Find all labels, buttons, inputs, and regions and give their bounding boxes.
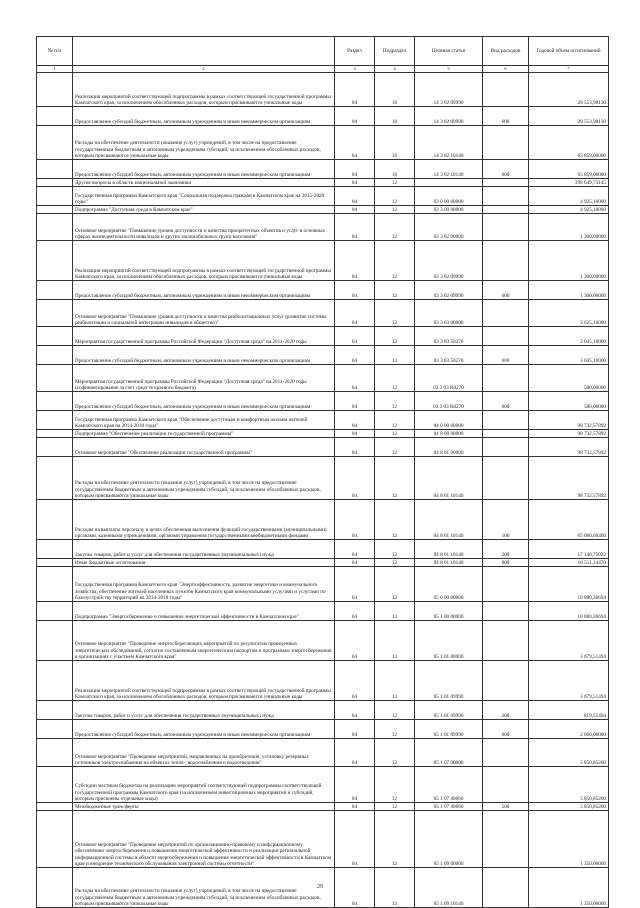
section-cell: 04 (335, 214, 375, 241)
row-name-cell: Закупка товаров, работ и услуг для обеспечения государственных (муниципальных) нужд (73, 701, 335, 720)
section-cell: 04 (335, 661, 375, 701)
expense-type-cell (483, 739, 529, 767)
row-number-cell (37, 803, 73, 811)
amount-cell: 580,00000 (529, 365, 609, 392)
amount-cell: 17 140,75022 (529, 540, 609, 559)
table-row (37, 281, 609, 300)
row-name-cell: Предоставление субсидий бюджетным, автономным учреждениям и иным некоммерческим организациям (73, 281, 335, 300)
table-row (37, 179, 609, 187)
row-name-cell: Предоставление субсидий бюджетным, автономным учреждениям и иным некоммерческим организациям (73, 346, 335, 365)
section-cell: 04 (335, 206, 375, 214)
table-row (37, 160, 609, 179)
amount-cell: 580,00000 (529, 392, 609, 411)
article-cell: 14 3 02 09990 (415, 73, 483, 107)
table-row (37, 803, 609, 811)
article-cell: 03 3 03 R0270 (415, 365, 483, 392)
subsection-cell: 12 (375, 179, 415, 187)
table-row (37, 214, 609, 241)
row-name-cell: Подпрограмма "Доступная среда в Камчатском крае" (73, 206, 335, 214)
row-name-cell: Мероприятия государственной программы Российской Федерации "Доступная среда" на 2011-2020 годы (73, 327, 335, 346)
row-name-cell: Субсидии местным бюджетам на реализацию мероприятий соответствующей подпрограммы соответствующей государственной программы Камчатского края (за исключением инвестиционных мероприятий и субсидий, которым присвоены отдельные коды) (73, 767, 335, 803)
section-cell: 04 (335, 457, 375, 500)
table-row (37, 701, 609, 720)
article-cell: 03 3 03 50270 (415, 346, 483, 365)
subsection-cell: 12 (375, 430, 415, 438)
section-cell: 04 (335, 346, 375, 365)
expense-type-cell: 600 (483, 392, 529, 411)
section-cell: 04 (335, 868, 375, 908)
page-number: 29 (317, 884, 323, 890)
article-cell: 14 3 02 10140 (415, 160, 483, 179)
subsection-cell: 12 (375, 300, 415, 327)
row-number-cell (37, 346, 73, 365)
table-row (37, 392, 609, 411)
article-cell: 03 3 03 R0270 (415, 392, 483, 411)
row-name-cell: Основное мероприятие "Повышение уровня доступности и качества приоритетных объектов и услуг в основных сферах жизнедеятельности инвалидов и других маломобильных групп населения" (73, 214, 335, 241)
article-cell: 05 1 07 00000 (415, 739, 483, 767)
amount-cell: 10 880,36694 (529, 567, 609, 602)
section-cell: 04 (335, 73, 375, 107)
subsection-cell: 12 (375, 187, 415, 206)
row-name-cell: Подпрограмма "Энергосбережение и повышение энергетической эффективности в Камчатском крае" (73, 602, 335, 621)
table-row (37, 602, 609, 621)
table-row (37, 365, 609, 392)
section-cell: 04 (335, 739, 375, 767)
article-cell: 03 3 02 09990 (415, 241, 483, 281)
table-row (37, 457, 609, 500)
article-cell: 05 1 07 40060 (415, 803, 483, 811)
row-name-cell: Реализация мероприятий соответствующей подпрограммы в рамках соответствующей государственной программы Камчатского края, за исключением обособленных расходов, которым присваиваются уникальные коды (73, 241, 335, 281)
article-cell: 04 8 00 00000 (415, 430, 483, 438)
row-name-cell: Реализация мероприятий соответствующей подпрограммы в рамках соответствующей государственной программы Камчатского края, за исключением обособленных расходов, которым присваиваются уникальные коды (73, 73, 335, 107)
expense-type-cell: 100 (483, 500, 529, 540)
subsection-cell: 12 (375, 567, 415, 602)
amount-cell: 10 880,36694 (529, 602, 609, 621)
table-row (37, 206, 609, 214)
column-number: 1 (37, 66, 73, 73)
expense-type-cell: 800 (483, 559, 529, 567)
row-name-cell: Государственная программа Камчатского края "Обеспечение доступным и комфортным жильем жителей Камчатского края на 2014-2018 годы" (73, 411, 335, 430)
expense-type-cell (483, 206, 529, 214)
article-cell: 05 1 07 40060 (415, 767, 483, 803)
row-name-cell: Основное мероприятие "Проведение мероприятий по организационно-правовому и информационному обеспечению энергосбережения и повышения энергетической эффективности и реализации региональной информационной системы в области энергосбережения и повышения энергетической эффективности в Камчатском крае и внедрение технического обслуживания электронной системы отчетности" (73, 811, 335, 868)
subsection-cell: 12 (375, 661, 415, 701)
row-name-cell: Предоставление субсидий бюджетным, автономным учреждениям и иным некоммерческим организациям (73, 392, 335, 411)
budget-table (36, 36, 609, 908)
amount-cell: 4 925,10000 (529, 187, 609, 206)
table-row (37, 430, 609, 438)
table-row (37, 500, 609, 540)
section-cell: 04 (335, 126, 375, 160)
amount-cell: 1 300,00000 (529, 214, 609, 241)
row-name-cell: Предоставление субсидий бюджетным, автономным учреждениям и иным некоммерческим организациям (73, 160, 335, 179)
expense-type-cell (483, 621, 529, 661)
subsection-cell: 12 (375, 327, 415, 346)
amount-cell: 28 553,98130 (529, 73, 609, 107)
expense-type-cell (483, 438, 529, 457)
amount-cell: 5 850,85200 (529, 803, 609, 811)
row-number-cell (37, 811, 73, 868)
column-number-row (37, 66, 609, 73)
section-cell: 04 (335, 720, 375, 739)
subsection-cell: 12 (375, 346, 415, 365)
section-cell: 04 (335, 160, 375, 179)
table-row (37, 567, 609, 602)
table-row (37, 739, 609, 767)
row-number-cell (37, 281, 73, 300)
row-name-cell: Государственная программа Камчатского края "Социальная поддержка граждан в Камчатском крае на 2015-2020 годы" (73, 187, 335, 206)
article-cell: 05 1 01 09990 (415, 661, 483, 701)
column-number: 5 (415, 66, 483, 73)
row-name-cell: Основное мероприятие "Проведение энергосберегающих мероприятий по результатам проведенных энергетических обследований, согласно составленным энергетическим паспортам и программам энергосбережения в организациях с участием Камчатского края" (73, 621, 335, 661)
column-number: 2 (73, 66, 335, 73)
subsection-cell: 12 (375, 500, 415, 540)
section-cell: 04 (335, 107, 375, 126)
expense-type-cell: 500 (483, 803, 529, 811)
article-cell: 04 0 00 00000 (415, 411, 483, 430)
expense-type-cell: 600 (483, 107, 529, 126)
section-cell: 04 (335, 187, 375, 206)
article-cell: 04 8 01 00000 (415, 438, 483, 457)
expense-type-cell: 600 (483, 160, 529, 179)
article-cell: 05 1 01 00000 (415, 621, 483, 661)
row-number-cell (37, 411, 73, 430)
table-row (37, 720, 609, 739)
table-row (37, 346, 609, 365)
section-cell: 04 (335, 811, 375, 868)
row-number-cell (37, 621, 73, 661)
header-name (73, 37, 335, 66)
row-number-cell (37, 206, 73, 214)
amount-cell: 1 350,00000 (529, 811, 609, 868)
section-cell: 04 (335, 602, 375, 621)
row-number-cell (37, 73, 73, 107)
subsection-cell: 10 (375, 126, 415, 160)
row-name-cell: Расходы на обеспечение деятельности (оказание услуг) учреждений, в том числе на предоставление государственным бюджетным и автономным учреждениям субсидий, за исключением обособленных расходов, которым присваиваются уникальные коды (73, 126, 335, 160)
subsection-cell: 12 (375, 559, 415, 567)
expense-type-cell (483, 661, 529, 701)
subsection-cell: 12 (375, 767, 415, 803)
header-total: Годовой объем ассигнований (529, 37, 609, 66)
row-number-cell (37, 365, 73, 392)
table-row (37, 661, 609, 701)
table-row (37, 300, 609, 327)
article-cell: 04 8 01 10140 (415, 540, 483, 559)
row-name-cell: Основное мероприятие "Повышение уровня доступности и качества реабилитационных услуг (развитие системы реабилитации и социальной интеграции инвалидов в общество)" (73, 300, 335, 327)
expense-type-cell (483, 767, 529, 803)
article-cell: 03 3 02 09990 (415, 281, 483, 300)
expense-type-cell (483, 179, 529, 187)
amount-cell: 2 860,00000 (529, 720, 609, 739)
section-cell: 04 (335, 430, 375, 438)
section-cell: 04 (335, 701, 375, 720)
amount-cell: 5 850,85200 (529, 767, 609, 803)
subsection-cell: 12 (375, 365, 415, 392)
section-cell: 04 (335, 621, 375, 661)
row-name-cell: Мероприятия государственной программы Российской Федерации "Доступная среда" на 2011-2020 годы (софинансирование за счет средств краевого бюджета) (73, 365, 335, 392)
subsection-cell: 12 (375, 739, 415, 767)
expense-type-cell (483, 411, 529, 430)
expense-type-cell (483, 300, 529, 327)
row-number-cell (37, 241, 73, 281)
table-row (37, 126, 609, 160)
amount-cell: 28 553,98130 (529, 107, 609, 126)
row-number-cell (37, 179, 73, 187)
amount-cell: 3 625,10000 (529, 300, 609, 327)
row-number-cell (37, 430, 73, 438)
subsection-cell: 12 (375, 803, 415, 811)
row-name-cell: Государственная программа Камчатского края "Энергоэффективность, развитие энергетики и коммунального хозяйства, обеспечение жителей населенных пунктов Камчатского края коммунальными услугами и услугами по благоустройству территорий на 2014-2018 годы" (73, 567, 335, 602)
expense-type-cell (483, 365, 529, 392)
row-number-cell (37, 602, 73, 621)
expense-type-cell: 600 (483, 346, 529, 365)
column-number: 6 (483, 66, 529, 73)
expense-type-cell (483, 241, 529, 281)
expense-type-cell (483, 73, 529, 107)
header-subsection: Подраздел (375, 37, 415, 66)
row-name-cell: Реализация мероприятий соответствующей подпрограммы в рамках соответствующей государственной программы Камчатского края, за исключением обособленных расходов, которым присваиваются уникальные коды (73, 661, 335, 701)
table-row (37, 438, 609, 457)
subsection-cell: 12 (375, 411, 415, 430)
expense-type-cell (483, 214, 529, 241)
article-cell: 05 1 09 00000 (415, 811, 483, 868)
article-cell: 05 1 00 00000 (415, 602, 483, 621)
subsection-cell: 12 (375, 206, 415, 214)
expense-type-cell (483, 327, 529, 346)
row-number-cell (37, 701, 73, 720)
amount-cell: 3 045,10000 (529, 346, 609, 365)
amount-cell: 98 732,57892 (529, 438, 609, 457)
row-name-cell: Другие вопросы в области национальной экономики (73, 179, 335, 187)
table-row (37, 559, 609, 567)
article-cell: 05 1 09 10140 (415, 868, 483, 908)
header-num: № п/п (37, 37, 73, 66)
table-row (37, 621, 609, 661)
amount-cell: 819,51494 (529, 701, 609, 720)
section-cell: 04 (335, 500, 375, 540)
expense-type-cell (483, 187, 529, 206)
row-name-cell: Расходы на обеспечение деятельности (оказание услуг) учреждений, в том числе на предоставление государственным бюджетным и автономным учреждениям субсидий, за исключением обособленных расходов, которым присваиваются уникальные коды (73, 457, 335, 500)
article-cell: 05 0 00 00000 (415, 567, 483, 602)
subsection-cell: 10 (375, 73, 415, 107)
subsection-cell: 12 (375, 701, 415, 720)
row-number-cell (37, 160, 73, 179)
expense-type-cell: 600 (483, 720, 529, 739)
subsection-cell: 10 (375, 107, 415, 126)
row-name-cell: Расходы на выплаты персоналу в целях обеспечения выполнения функций государственными (муниципальными) органами, казенными учреждениями, органами управления государственными внебюджетными фондами (73, 500, 335, 540)
column-number: 4 (375, 66, 415, 73)
table-row (37, 540, 609, 559)
article-cell: 04 8 01 10140 (415, 559, 483, 567)
article-cell: 03 0 00 00000 (415, 187, 483, 206)
row-number-cell (37, 126, 73, 160)
section-cell: 04 (335, 803, 375, 811)
table-body (37, 73, 609, 908)
article-cell: 14 3 02 09990 (415, 107, 483, 126)
article-cell: 03 3 00 00000 (415, 206, 483, 214)
table-row (37, 411, 609, 430)
amount-cell: 98 732,57892 (529, 457, 609, 500)
amount-cell: 3 045,10000 (529, 327, 609, 346)
row-number-cell (37, 767, 73, 803)
row-name-cell: Закупка товаров, работ и услуг для обеспечения государственных (муниципальных) нужд (73, 540, 335, 559)
column-number: 3 (335, 66, 375, 73)
section-cell: 04 (335, 411, 375, 430)
amount-cell: 65 080,68400 (529, 500, 609, 540)
amount-cell: 3 679,51494 (529, 661, 609, 701)
row-name-cell: Иные бюджетные ассигнования (73, 559, 335, 567)
row-number-cell (37, 327, 73, 346)
section-cell: 04 (335, 438, 375, 457)
table-row (37, 73, 609, 107)
row-number-cell (37, 739, 73, 767)
row-number-cell (37, 107, 73, 126)
row-name-cell: Расходы на обеспечение деятельности (оказание услуг) учреждений, в том числе на предоставление государственным бюджетным и автономным учреждениям субсидий, за исключением обособленных расходов, которым присваиваются уникальные коды (73, 868, 335, 908)
table-row (37, 327, 609, 346)
header-section: Раздел (335, 37, 375, 66)
row-number-cell (37, 438, 73, 457)
subsection-cell: 12 (375, 241, 415, 281)
section-cell: 04 (335, 392, 375, 411)
section-cell: 04 (335, 241, 375, 281)
amount-cell: 4 925,10000 (529, 206, 609, 214)
amount-cell: 1 300,00000 (529, 241, 609, 281)
subsection-cell: 12 (375, 457, 415, 500)
row-number-cell (37, 559, 73, 567)
expense-type-cell (483, 457, 529, 500)
section-cell: 04 (335, 767, 375, 803)
row-name-cell: Подпрограмма "Обеспечение реализации государственной программы" (73, 430, 335, 438)
expense-type-cell: 200 (483, 701, 529, 720)
row-number-cell (37, 187, 73, 206)
article-cell: 04 8 01 10140 (415, 500, 483, 540)
section-cell: 04 (335, 540, 375, 559)
expense-type-cell: 600 (483, 281, 529, 300)
expense-type-cell (483, 126, 529, 160)
row-name-cell: Основное мероприятие "Обеспечение реализации государственной программы" (73, 438, 335, 457)
row-number-cell (37, 300, 73, 327)
amount-cell: 98 732,57892 (529, 430, 609, 438)
row-number-cell (37, 720, 73, 739)
column-number: 7 (529, 66, 609, 73)
article-cell: 05 1 01 09990 (415, 720, 483, 739)
row-number-cell (37, 500, 73, 540)
section-cell: 04 (335, 327, 375, 346)
amount-cell: 65 859,00000 (529, 126, 609, 160)
amount-cell: 98 732,57892 (529, 411, 609, 430)
header-article: Целевая статья (415, 37, 483, 66)
subsection-cell: 12 (375, 868, 415, 908)
article-cell (415, 179, 483, 187)
section-cell: 04 (335, 365, 375, 392)
table-row (37, 107, 609, 126)
table-row (37, 187, 609, 206)
row-number-cell (37, 661, 73, 701)
subsection-cell: 10 (375, 160, 415, 179)
subsection-cell: 12 (375, 438, 415, 457)
subsection-cell: 12 (375, 540, 415, 559)
expense-type-cell (483, 430, 529, 438)
expense-type-cell: 200 (483, 540, 529, 559)
amount-cell: 5 850,85200 (529, 739, 609, 767)
subsection-cell: 12 (375, 811, 415, 868)
article-cell: 03 3 03 50270 (415, 327, 483, 346)
subsection-cell: 12 (375, 621, 415, 661)
article-cell: 04 8 01 10140 (415, 457, 483, 500)
article-cell: 05 1 01 09990 (415, 701, 483, 720)
amount-cell: 16 511,14470 (529, 559, 609, 567)
section-cell: 04 (335, 300, 375, 327)
section-cell: 04 (335, 179, 375, 187)
amount-cell: 398 649,73145 (529, 179, 609, 187)
article-cell: 03 3 03 00000 (415, 300, 483, 327)
row-number-cell (37, 392, 73, 411)
amount-cell: 1 300,00000 (529, 281, 609, 300)
row-name-cell: Предоставление субсидий бюджетным, автономным учреждениям и иным некоммерческим организациям (73, 720, 335, 739)
row-number-cell (37, 457, 73, 500)
article-cell: 03 3 02 00000 (415, 214, 483, 241)
amount-cell: 65 859,00000 (529, 160, 609, 179)
subsection-cell: 12 (375, 281, 415, 300)
amount-cell: 3 679,51494 (529, 621, 609, 661)
amount-cell: 1 350,00000 (529, 868, 609, 908)
table-row (37, 241, 609, 281)
table-row (37, 811, 609, 868)
row-name-cell: Предоставление субсидий бюджетным, автономным учреждениям и иным некоммерческим организациям (73, 107, 335, 126)
section-cell: 04 (335, 559, 375, 567)
row-number-cell (37, 540, 73, 559)
row-number-cell (37, 214, 73, 241)
row-number-cell (37, 567, 73, 602)
subsection-cell: 12 (375, 720, 415, 739)
row-name-cell: Основное мероприятие "Проведение мероприятий, направленных на приобретение, установку резервных источников электроснабжения на объектах тепло-, водоснабжения и водоотведения" (73, 739, 335, 767)
subsection-cell: 12 (375, 602, 415, 621)
table-row (37, 767, 609, 803)
row-name-cell: Межбюджетные трансферты (73, 803, 335, 811)
header-expense: Вид расходов (483, 37, 529, 66)
header-row (37, 37, 609, 66)
subsection-cell: 12 (375, 392, 415, 411)
expense-type-cell (483, 811, 529, 868)
section-cell: 04 (335, 567, 375, 602)
section-cell: 04 (335, 281, 375, 300)
article-cell: 14 3 02 10140 (415, 126, 483, 160)
expense-type-cell (483, 567, 529, 602)
expense-type-cell (483, 602, 529, 621)
subsection-cell: 12 (375, 214, 415, 241)
